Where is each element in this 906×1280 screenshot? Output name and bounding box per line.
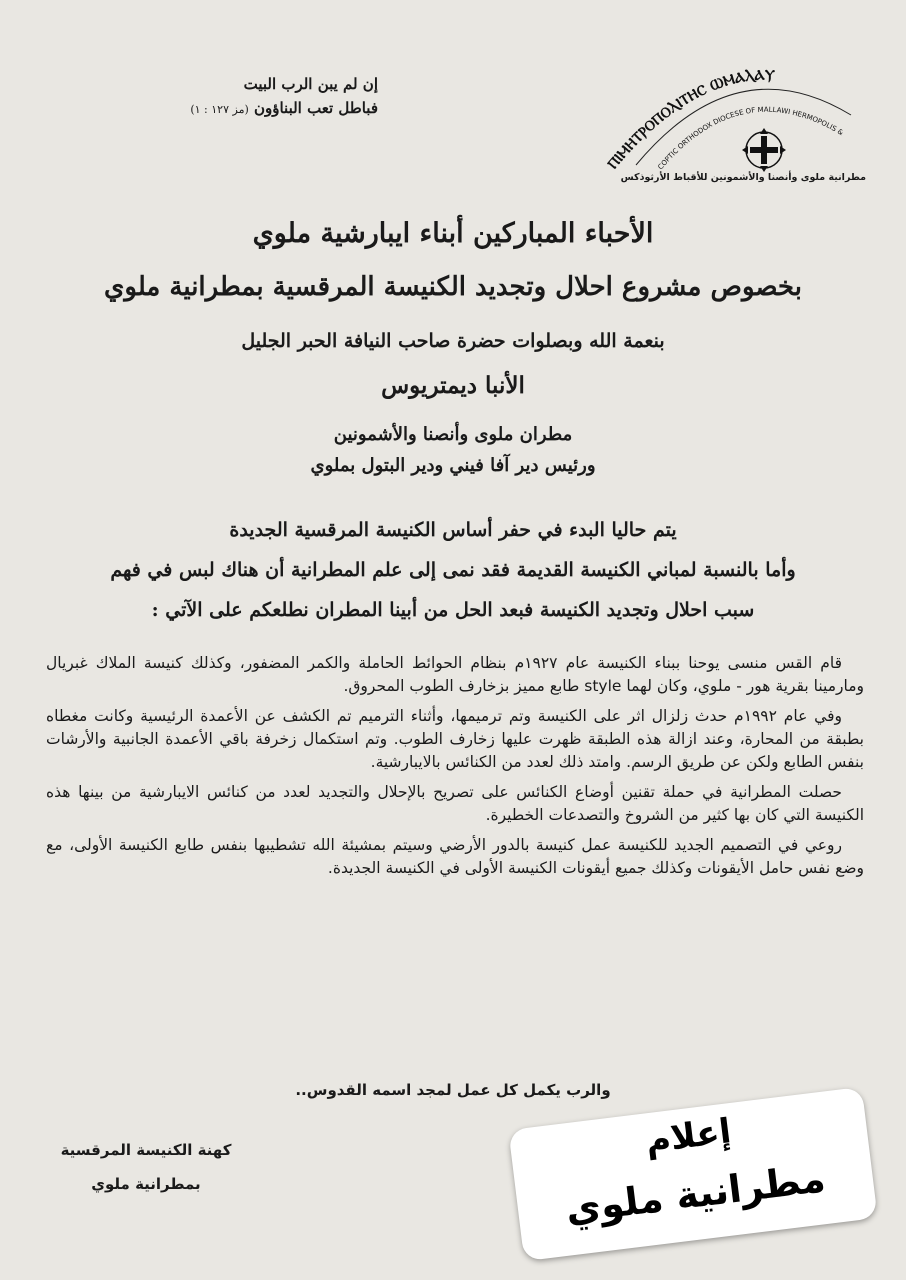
sticker-line-1: إعلام xyxy=(643,1111,734,1162)
signature-line-2: بمطرانية ملوي xyxy=(91,1175,201,1193)
scripture-verse xyxy=(118,72,378,122)
verse-reference: (مز ١٢٧ : ١) xyxy=(190,103,249,116)
svg-text:COPTIC ORTHODOX DIOCESE OF MAL xyxy=(606,55,845,171)
body-paragraph-design: روعي في التصميم الجديد للكنيسة عمل كنيسة بالدور الأرضي وسيتم بمشيئة الله تشطيبها بنفس طابع الكنيسة الأولى، مع وضع نفس حامل الأيقونات وكذلك جميع أيقونات الكنيسة الأولى في الكنيسة الجديدة. xyxy=(46,836,864,877)
heading-subject: بخصوص مشروع احلال وتجديد الكنيسة المرقسية بمطرانية ملوي xyxy=(104,272,802,302)
logo-coptic-text: ⲠⲒⲘⲎⲦⲢⲞⲠⲞⲖⲒⲦⲎⲤ ⲰⲘⲀⲖⲀⲨ xyxy=(606,67,776,173)
closing-line: والرب يكمل كل عمل لمجد اسمه القدوس.. xyxy=(295,1081,611,1099)
sticker-line-2: مطرانية ملوي xyxy=(563,1156,828,1232)
intro-line-2: وأما بالنسبة لمباني الكنيسة القديمة فقد نمى إلى علم المطرانية أن هناك لبس في فهم xyxy=(110,559,796,581)
signature-block xyxy=(46,1133,246,1201)
body-paragraph-permit: حصلت المطرانية في حملة تقنين أوضاع الكنائس على تصريح بالإحلال والتجديد لعدد من كنائس الايبارشية من بينها هذه الكنيسة التي كان بها كثير من الشروخ والتصدعات الخطيرة. xyxy=(46,783,864,824)
heading-blessing: بنعمة الله وبصلوات حضرة صاحب النيافة الحبر الجليل xyxy=(241,330,665,352)
cross-emblem xyxy=(742,128,786,172)
heading-monastery: ورئيس دير آفا فيني ودير البتول بملوي xyxy=(310,455,596,476)
logo-english-text: COPTIC ORTHODOX DIOCESE OF MALLAWI HERMOPOLIS & xyxy=(656,105,845,172)
intro-line-3: سبب احلال وتجديد الكنيسة فبعد الحل من أبينا المطران نطلعكم على الآتي : xyxy=(151,599,755,621)
body-paragraph-history: قام القس منسى يوحنا ببناء الكنيسة عام ١٩٢٧م بنظام الحوائط الحاملة والكمر المضفور، وكذلك كنيسة الملاك غبريال ومارمينا بقرية هور - ملوي، وكان لهما style طابع مميز بزخارف الطوب المحروق. xyxy=(46,654,864,695)
heading-addressees: الأحباء المباركين أبناء ايبارشية ملوي xyxy=(252,218,654,249)
intro-paragraph xyxy=(50,510,856,630)
intro-line-1: يتم حاليا البدء في حفر أساس الكنيسة المرقسية الجديدة xyxy=(229,519,677,541)
verse-line-2-text: فباطل تعب البناؤون xyxy=(253,99,378,117)
body-paragraph-earthquake: وفي عام ١٩٩٢م حدث زلزال اثر على الكنيسة وتم ترميمها، وأثناء الترميم تم الكشف عن الأعمدة الرئيسية وكانت مغطاه بطبقة من المحارة، وعند ازالة هذه الطبقة ظهرت عليها زخارف الطوب. وتم استكمال زخرفة باقي الأعمدة الجانبية والأرشات بنفس الطابع ولكن عن طريق الرسم. وامتد ذلك لعدد من الكنائس بالايبارشية. xyxy=(46,707,864,771)
heading-bishop-title: مطران ملوى وأنصنا والأشمونين xyxy=(333,424,573,445)
letter-body xyxy=(46,652,864,887)
logo-caption: مطرانية ملوى وأنصنا والأشمونين للأقباط الأرثوذكس xyxy=(620,172,866,183)
signature-line-1: كهنة الكنيسة المرقسية xyxy=(60,1141,232,1159)
svg-text:ⲠⲒⲘⲎⲦⲢⲞⲠⲞⲖⲒⲦⲎⲤ ⲰⲘⲀⲖⲀⲨ xyxy=(606,67,775,172)
heading-bishop-name: الأنبا ديمتريوس xyxy=(381,372,525,399)
verse-line-2 xyxy=(118,96,378,122)
media-label-sticker xyxy=(508,1087,877,1261)
verse-line-1: إن لم يبن الرب البيت xyxy=(243,75,378,93)
diocese-logo xyxy=(606,55,866,185)
diocese-seal-icon xyxy=(606,55,866,185)
